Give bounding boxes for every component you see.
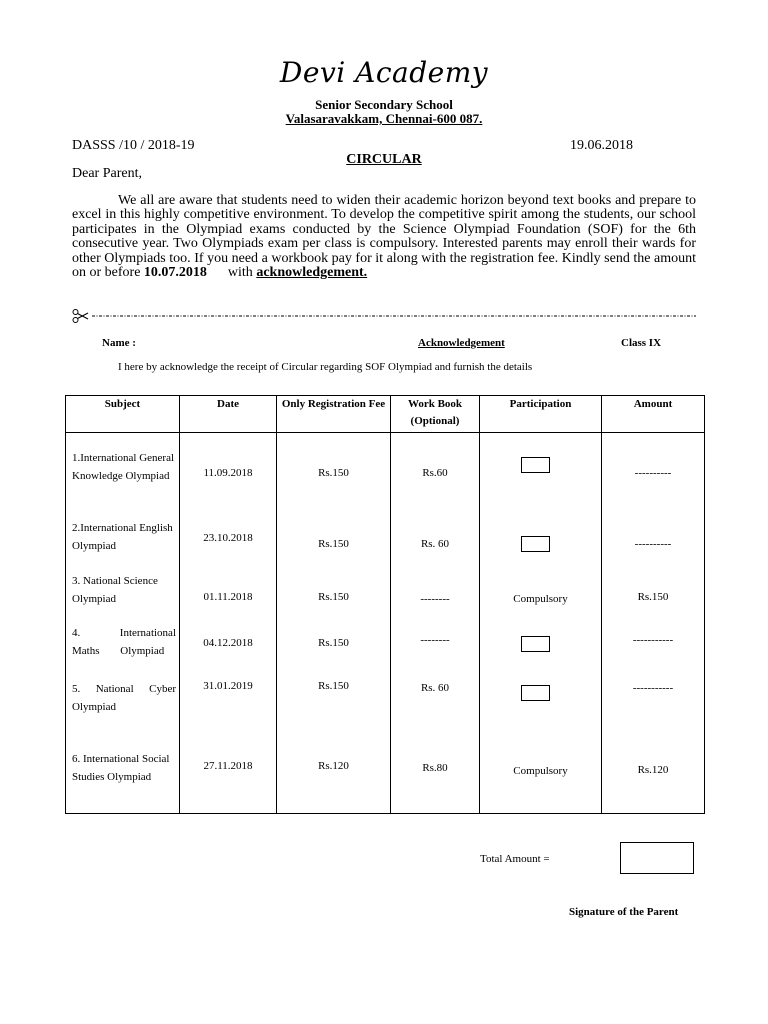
cell-participation bbox=[480, 610, 602, 680]
parent-signature-label: Signature of the Parent bbox=[569, 906, 679, 918]
workbook-fee: Rs.80 bbox=[422, 762, 448, 774]
exam-date: 23.10.2018 bbox=[203, 532, 253, 544]
cell-participation bbox=[480, 680, 602, 750]
body-with: with bbox=[227, 265, 253, 281]
registration-fee: Rs.150 bbox=[318, 467, 349, 479]
cell-subject bbox=[66, 680, 180, 750]
cell-date bbox=[180, 504, 277, 557]
cell-amount bbox=[602, 610, 705, 680]
scissors-icon bbox=[73, 310, 88, 323]
exam-date: 27.11.2018 bbox=[203, 760, 253, 772]
workbook-fee: -------- bbox=[420, 634, 450, 646]
cell-participation bbox=[480, 504, 602, 557]
school-type: Senior Secondary School bbox=[315, 97, 453, 112]
subject-name: 3. National Science Olympiad bbox=[72, 575, 158, 605]
exam-date: 04.12.2018 bbox=[203, 637, 253, 649]
table-row bbox=[66, 750, 705, 814]
cell-workbook bbox=[391, 680, 480, 750]
cell-workbook bbox=[391, 504, 480, 557]
participation-status: Compulsory bbox=[513, 593, 568, 605]
cell-fee bbox=[277, 610, 391, 680]
table-row bbox=[66, 610, 705, 680]
acknowledgement-word: acknowledgement. bbox=[256, 265, 368, 281]
participation-status: Compulsory bbox=[513, 765, 568, 777]
exam-date: 31.01.2019 bbox=[203, 680, 253, 692]
table-row bbox=[66, 433, 705, 505]
cell-date bbox=[180, 680, 277, 750]
cell-subject bbox=[66, 504, 180, 557]
workbook-fee: Rs.60 bbox=[422, 467, 448, 479]
cell-participation bbox=[480, 750, 602, 814]
circular-body bbox=[72, 194, 696, 280]
amount-value: Rs.120 bbox=[637, 764, 669, 776]
amount-value: ----------- bbox=[632, 634, 674, 646]
column-header-amount: Amount bbox=[602, 396, 705, 433]
school-address-wrap bbox=[0, 111, 768, 127]
cell-amount bbox=[602, 750, 705, 814]
total-amount-label: Total Amount = bbox=[480, 853, 550, 865]
cell-fee bbox=[277, 433, 391, 505]
participation-checkbox[interactable] bbox=[521, 536, 550, 552]
cell-date bbox=[180, 433, 277, 505]
cell-workbook bbox=[391, 750, 480, 814]
cell-subject bbox=[66, 557, 180, 610]
cell-amount bbox=[602, 504, 705, 557]
column-header-date: Date bbox=[180, 396, 277, 433]
body-text: We all are aware that students need to widen their academic horizon beyond text books and prepare to excel in this highly competitive environment. To develop the competitive spirit among the students, our school participates in the Olympiad exams conducted by the Science Olympiad Foundation (SOF) for the 6th consecutive year. Two Olympiads exam per class is compulsory. Interested parents may enroll their wards for other Olympiads too. If you need a workbook pay for it along with the registration fee. Kindly send the amount on or before bbox=[72, 193, 696, 281]
reference-number: DASSS /10 / 2018-19 bbox=[72, 138, 195, 153]
registration-fee: Rs.150 bbox=[318, 680, 349, 692]
cell-subject bbox=[66, 750, 180, 814]
cell-amount bbox=[602, 557, 705, 610]
circular-date: 19.06.2018 bbox=[570, 138, 633, 153]
subject-name: 5. National Cyber Olympiad bbox=[72, 683, 176, 713]
workbook-fee: Rs. 60 bbox=[420, 682, 450, 694]
registration-fee: Rs.150 bbox=[318, 538, 349, 550]
exam-date: 11.09.2018 bbox=[203, 467, 253, 479]
school-address: Valasaravakkam, Chennai-600 087. bbox=[285, 111, 483, 126]
cell-date bbox=[180, 750, 277, 814]
acknowledgement-statement: I here by acknowledge the receipt of Circular regarding SOF Olympiad and furnish the details bbox=[118, 361, 533, 373]
total-amount-box[interactable] bbox=[620, 842, 694, 874]
cell-amount bbox=[602, 433, 705, 505]
workbook-fee: Rs. 60 bbox=[420, 538, 450, 550]
cell-participation bbox=[480, 433, 602, 505]
registration-fee: Rs.150 bbox=[318, 637, 349, 649]
cell-fee bbox=[277, 504, 391, 557]
amount-value: ---------- bbox=[634, 467, 672, 479]
exam-date: 01.11.2018 bbox=[203, 591, 253, 603]
cell-subject bbox=[66, 433, 180, 505]
column-header-participation: Participation bbox=[480, 396, 602, 433]
amount-value: ----------- bbox=[632, 682, 674, 694]
participation-checkbox[interactable] bbox=[521, 636, 550, 652]
workbook-fee: -------- bbox=[420, 593, 450, 605]
participation-checkbox[interactable] bbox=[521, 457, 550, 473]
table-row bbox=[66, 680, 705, 750]
cell-workbook bbox=[391, 557, 480, 610]
subject-name: 6. International Social Studies Olympiad bbox=[72, 753, 170, 783]
subject-name: 2.International English Olympiad bbox=[72, 522, 173, 552]
table-row bbox=[66, 504, 705, 557]
registration-fee: Rs.120 bbox=[318, 760, 349, 772]
acknowledgement-title: Acknowledgement bbox=[418, 337, 505, 349]
table-header-row bbox=[66, 396, 705, 433]
cell-workbook bbox=[391, 433, 480, 505]
participation-checkbox[interactable] bbox=[521, 685, 550, 701]
subject-name: 4. International Maths Olympiad bbox=[72, 627, 176, 657]
cell-subject bbox=[66, 610, 180, 680]
deadline-date: 10.07.2018 bbox=[143, 265, 207, 281]
salutation: Dear Parent, bbox=[72, 166, 142, 181]
name-label: Name : bbox=[102, 337, 136, 349]
school-name: Devi Academy bbox=[279, 56, 489, 89]
cell-fee bbox=[277, 680, 391, 750]
column-header-subject: Subject bbox=[66, 396, 180, 433]
cell-date bbox=[180, 557, 277, 610]
cell-fee bbox=[277, 557, 391, 610]
registration-fee: Rs.150 bbox=[318, 591, 349, 603]
column-header-fee: Only Registration Fee bbox=[277, 396, 391, 433]
column-header-workbook: Work Book (Optional) bbox=[391, 396, 480, 433]
table-row bbox=[66, 557, 705, 610]
circular-heading: CIRCULAR bbox=[346, 152, 422, 167]
cut-line bbox=[72, 306, 696, 326]
subject-name: 1.International General Knowledge Olympiad bbox=[72, 452, 175, 482]
amount-value: Rs.150 bbox=[637, 591, 669, 603]
class-label: Class IX bbox=[621, 337, 662, 349]
cell-amount bbox=[602, 680, 705, 750]
cell-workbook bbox=[391, 610, 480, 680]
cell-participation bbox=[480, 557, 602, 610]
cell-date bbox=[180, 610, 277, 680]
cell-fee bbox=[277, 750, 391, 814]
olympiad-table bbox=[65, 395, 705, 814]
amount-value: ---------- bbox=[634, 538, 672, 550]
